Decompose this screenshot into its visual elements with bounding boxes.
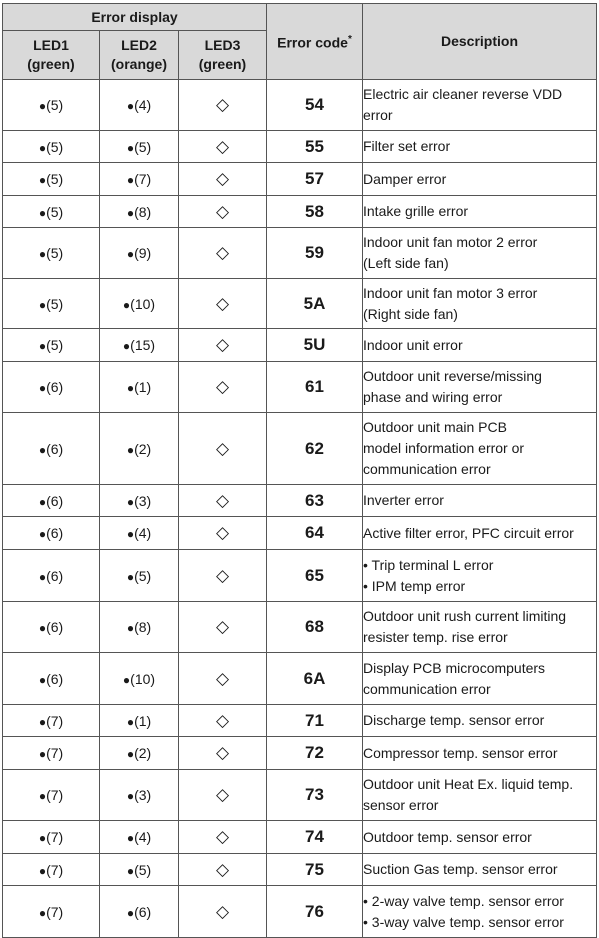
led-lit-dot-icon: ● bbox=[38, 297, 47, 312]
led1-cell bbox=[3, 821, 100, 854]
led1-cell-blink-count: (6) bbox=[46, 567, 64, 584]
table-row bbox=[3, 886, 597, 938]
description-line: Damper error bbox=[363, 170, 447, 187]
table-row bbox=[3, 821, 597, 854]
error-display-header: Error display bbox=[3, 4, 267, 31]
description-cell bbox=[363, 196, 597, 228]
led3-cell bbox=[179, 517, 267, 550]
table-row bbox=[3, 602, 597, 653]
led3-cell bbox=[179, 737, 267, 770]
led-lit-dot-icon: ● bbox=[126, 714, 135, 729]
description-line: communication error bbox=[363, 461, 491, 477]
led2-header bbox=[100, 31, 179, 80]
led2-cell-blink-count: (8) bbox=[134, 619, 152, 635]
table-row bbox=[3, 854, 597, 886]
led-lit-dot-icon: ● bbox=[126, 140, 135, 155]
led2-cell-blink-count: (6) bbox=[134, 903, 152, 920]
led-off-diamond-icon: ◇ bbox=[215, 490, 230, 510]
led1-cell bbox=[3, 653, 100, 705]
led2-cell bbox=[100, 163, 179, 196]
led2-cell-blink-count: (3) bbox=[134, 787, 152, 803]
led-lit-dot-icon: ● bbox=[126, 527, 135, 541]
led-off-diamond-icon: ◇ bbox=[215, 243, 230, 262]
description-cell bbox=[363, 653, 597, 705]
led2-cell-blink-count: (5) bbox=[134, 861, 152, 878]
led-off-diamond-icon: ◇ bbox=[215, 827, 230, 846]
led3-cell bbox=[179, 485, 267, 517]
led3-header-color: (green) bbox=[198, 56, 247, 72]
led1-cell-blink-count: (6) bbox=[46, 492, 64, 509]
led2-cell bbox=[100, 602, 179, 653]
error-code-header-label: Error code bbox=[277, 34, 348, 51]
error-code-cell: 63 bbox=[267, 485, 363, 517]
led2-cell-blink-count: (2) bbox=[134, 440, 152, 457]
table-row bbox=[3, 279, 597, 329]
led1-cell-blink-count: (6) bbox=[46, 525, 64, 541]
led2-cell bbox=[100, 196, 179, 228]
led2-cell-blink-count: (4) bbox=[134, 829, 152, 845]
led1-cell-blink-count: (7) bbox=[46, 787, 64, 803]
description-cell bbox=[363, 821, 597, 854]
led1-cell-blink-count: (5) bbox=[46, 203, 64, 220]
description-line: resister temp. rise error bbox=[363, 629, 508, 645]
description-cell bbox=[363, 329, 597, 362]
table-row bbox=[3, 329, 597, 362]
description-line: Indoor unit error bbox=[363, 336, 463, 353]
led1-cell bbox=[3, 196, 100, 228]
led-off-diamond-icon: ◇ bbox=[215, 523, 230, 542]
error-code-cell: 74 bbox=[267, 821, 363, 854]
led2-cell-blink-count: (7) bbox=[134, 171, 152, 187]
led-lit-dot-icon: ● bbox=[38, 173, 47, 187]
led1-cell bbox=[3, 131, 100, 163]
description-cell bbox=[363, 485, 597, 517]
led2-cell-blink-count: (4) bbox=[134, 97, 152, 113]
led2-cell-blink-count: (1) bbox=[134, 379, 152, 395]
led2-cell bbox=[100, 131, 179, 163]
description-cell bbox=[363, 737, 597, 770]
description-line: • 3-way valve temp. sensor error bbox=[363, 913, 564, 930]
table-row bbox=[3, 196, 597, 228]
description-line: (Left side fan) bbox=[363, 255, 449, 271]
table-row bbox=[3, 362, 597, 413]
description-line: • 2-way valve temp. sensor error bbox=[363, 892, 564, 909]
description-line: Suction Gas temp. sensor error bbox=[363, 861, 558, 877]
led-lit-dot-icon: ● bbox=[38, 905, 47, 920]
led1-cell bbox=[3, 413, 100, 485]
led3-cell bbox=[179, 196, 267, 228]
description-line: error bbox=[363, 107, 393, 123]
error-code-cell: 68 bbox=[267, 602, 363, 653]
led2-cell bbox=[100, 821, 179, 854]
error-code-cell: 58 bbox=[267, 196, 363, 228]
led2-cell bbox=[100, 413, 179, 485]
description-line: sensor error bbox=[363, 797, 439, 813]
led2-cell bbox=[100, 550, 179, 602]
led1-cell bbox=[3, 80, 100, 131]
led2-cell bbox=[100, 329, 179, 362]
led1-cell bbox=[3, 602, 100, 653]
led1-cell bbox=[3, 886, 100, 938]
description-line: model information error or bbox=[363, 440, 525, 456]
led3-cell bbox=[179, 362, 267, 413]
led2-cell bbox=[100, 279, 179, 329]
led1-cell bbox=[3, 550, 100, 602]
led-lit-dot-icon: ● bbox=[126, 569, 135, 584]
led-lit-dot-icon: ● bbox=[38, 494, 47, 509]
led-off-diamond-icon: ◇ bbox=[215, 438, 230, 458]
error-code-cell: 73 bbox=[267, 770, 363, 821]
led-lit-dot-icon: ● bbox=[38, 381, 47, 395]
led-lit-dot-icon: ● bbox=[38, 205, 47, 220]
led2-cell bbox=[100, 705, 179, 737]
error-code-cell: 72 bbox=[267, 737, 363, 770]
led-off-diamond-icon: ◇ bbox=[215, 901, 230, 921]
led3-cell bbox=[179, 80, 267, 131]
description-line: Active filter error, PFC circuit error bbox=[363, 524, 574, 541]
led2-cell bbox=[100, 770, 179, 821]
description-line: communication error bbox=[363, 680, 491, 697]
led-lit-dot-icon: ● bbox=[38, 442, 47, 457]
led-lit-dot-icon: ● bbox=[126, 621, 135, 635]
led2-cell-blink-count: (15) bbox=[130, 337, 156, 353]
description-cell bbox=[363, 362, 597, 413]
led3-cell bbox=[179, 279, 267, 329]
led1-cell bbox=[3, 329, 100, 362]
led-off-diamond-icon: ◇ bbox=[215, 710, 230, 730]
error-code-cell: 71 bbox=[267, 705, 363, 737]
led1-cell bbox=[3, 228, 100, 279]
led-lit-dot-icon: ● bbox=[126, 863, 135, 878]
led1-cell-blink-count: (7) bbox=[46, 861, 64, 878]
led3-cell bbox=[179, 550, 267, 602]
led2-cell-blink-count: (5) bbox=[134, 138, 152, 155]
led1-cell-blink-count: (6) bbox=[46, 619, 64, 635]
led1-cell-blink-count: (6) bbox=[46, 379, 64, 395]
led2-cell-blink-count: (5) bbox=[134, 567, 152, 584]
led-lit-dot-icon: ● bbox=[38, 527, 47, 541]
led-off-diamond-icon: ◇ bbox=[215, 95, 230, 114]
led-lit-dot-icon: ● bbox=[38, 99, 47, 113]
description-line: Electric air cleaner reverse VDD bbox=[363, 86, 563, 102]
led2-header-color: (orange) bbox=[111, 56, 167, 72]
led3-cell bbox=[179, 602, 267, 653]
led1-header bbox=[3, 31, 100, 80]
led2-cell bbox=[100, 485, 179, 517]
led2-cell bbox=[100, 80, 179, 131]
led-lit-dot-icon: ● bbox=[38, 621, 47, 635]
description-line: phase and wiring error bbox=[363, 389, 503, 405]
description-line: Outdoor unit reverse/missing bbox=[363, 368, 542, 384]
led-lit-dot-icon: ● bbox=[38, 789, 47, 803]
led-lit-dot-icon: ● bbox=[126, 381, 135, 395]
led-lit-dot-icon: ● bbox=[126, 99, 135, 113]
table-row bbox=[3, 737, 597, 770]
led3-cell bbox=[179, 854, 267, 886]
led2-cell-blink-count: (4) bbox=[134, 525, 152, 541]
description-cell bbox=[363, 228, 597, 279]
description-line: Outdoor unit rush current limiting bbox=[363, 608, 567, 624]
description-line: Discharge temp. sensor error bbox=[363, 712, 545, 728]
led3-cell bbox=[179, 413, 267, 485]
description-cell bbox=[363, 602, 597, 653]
error-code-cell: 59 bbox=[267, 228, 363, 279]
description-header: Description bbox=[363, 4, 597, 80]
error-code-footnote-mark: * bbox=[347, 34, 352, 46]
led2-cell bbox=[100, 886, 179, 938]
led-off-diamond-icon: ◇ bbox=[215, 668, 230, 688]
led1-cell bbox=[3, 705, 100, 737]
led-lit-dot-icon: ● bbox=[126, 247, 135, 261]
led2-cell bbox=[100, 653, 179, 705]
led1-cell-blink-count: (5) bbox=[46, 97, 64, 113]
error-code-header bbox=[267, 4, 363, 80]
table-row bbox=[3, 653, 597, 705]
led-lit-dot-icon: ● bbox=[38, 569, 47, 584]
led1-cell bbox=[3, 737, 100, 770]
error-code-cell: 54 bbox=[267, 80, 363, 131]
led-lit-dot-icon: ● bbox=[38, 863, 47, 878]
led-lit-dot-icon: ● bbox=[126, 905, 135, 920]
led3-cell bbox=[179, 705, 267, 737]
led1-cell bbox=[3, 770, 100, 821]
led-lit-dot-icon: ● bbox=[38, 247, 47, 261]
led-off-diamond-icon: ◇ bbox=[215, 743, 230, 762]
table-row bbox=[3, 550, 597, 602]
led-off-diamond-icon: ◇ bbox=[215, 169, 230, 188]
led1-cell bbox=[3, 517, 100, 550]
description-cell bbox=[363, 413, 597, 485]
description-cell bbox=[363, 80, 597, 131]
led1-cell-blink-count: (5) bbox=[46, 138, 64, 155]
led1-header-color: (green) bbox=[27, 56, 75, 72]
table-row bbox=[3, 770, 597, 821]
led1-cell bbox=[3, 485, 100, 517]
led-lit-dot-icon: ● bbox=[38, 714, 47, 729]
led1-header-label: LED1 bbox=[33, 37, 69, 53]
led-lit-dot-icon: ● bbox=[38, 140, 47, 155]
table-row bbox=[3, 517, 597, 550]
error-code-table bbox=[2, 3, 597, 938]
led-lit-dot-icon: ● bbox=[126, 831, 135, 845]
description-line: Outdoor temp. sensor error bbox=[363, 828, 532, 845]
led-lit-dot-icon: ● bbox=[126, 173, 135, 187]
led3-cell bbox=[179, 886, 267, 938]
description-cell bbox=[363, 705, 597, 737]
table-row bbox=[3, 163, 597, 196]
error-code-cell: 62 bbox=[267, 413, 363, 485]
led2-cell bbox=[100, 854, 179, 886]
led1-cell-blink-count: (7) bbox=[46, 903, 64, 920]
led2-cell-blink-count: (3) bbox=[134, 492, 152, 509]
description-cell bbox=[363, 886, 597, 938]
led1-cell-blink-count: (5) bbox=[46, 337, 64, 353]
description-line: Intake grille error bbox=[363, 203, 469, 219]
led-off-diamond-icon: ◇ bbox=[215, 293, 230, 313]
led-off-diamond-icon: ◇ bbox=[215, 201, 230, 221]
led1-cell-blink-count: (5) bbox=[46, 171, 64, 187]
description-line: Indoor unit fan motor 3 error bbox=[363, 284, 538, 301]
table-row bbox=[3, 131, 597, 163]
led-off-diamond-icon: ◇ bbox=[215, 335, 230, 354]
description-line: • Trip terminal L error bbox=[363, 556, 494, 573]
led1-cell-blink-count: (6) bbox=[46, 440, 64, 457]
description-line: Outdoor unit Heat Ex. liquid temp. bbox=[363, 776, 574, 792]
led-off-diamond-icon: ◇ bbox=[215, 617, 230, 636]
led-lit-dot-icon: ● bbox=[38, 831, 47, 845]
led3-cell bbox=[179, 131, 267, 163]
led-lit-dot-icon: ● bbox=[126, 442, 135, 457]
led2-header-label: LED2 bbox=[121, 37, 157, 53]
led-lit-dot-icon: ● bbox=[38, 672, 47, 687]
led2-cell bbox=[100, 228, 179, 279]
led-off-diamond-icon: ◇ bbox=[215, 785, 230, 804]
led-off-diamond-icon: ◇ bbox=[215, 377, 230, 396]
description-cell bbox=[363, 550, 597, 602]
error-code-cell: 61 bbox=[267, 362, 363, 413]
led-lit-dot-icon: ● bbox=[126, 494, 135, 509]
table-row bbox=[3, 80, 597, 131]
error-code-cell: 75 bbox=[267, 854, 363, 886]
description-line: • IPM temp error bbox=[363, 577, 466, 594]
led2-cell-blink-count: (9) bbox=[134, 245, 152, 261]
description-line: (Right side fan) bbox=[363, 305, 458, 322]
description-cell bbox=[363, 854, 597, 886]
led1-cell-blink-count: (7) bbox=[46, 745, 64, 761]
description-line: Outdoor unit main PCB bbox=[363, 419, 507, 435]
led-lit-dot-icon: ● bbox=[122, 672, 131, 687]
error-code-cell: 76 bbox=[267, 886, 363, 938]
led-lit-dot-icon: ● bbox=[126, 205, 135, 220]
error-code-cell: 5U bbox=[267, 329, 363, 362]
led-lit-dot-icon: ● bbox=[126, 789, 135, 803]
led3-header-label: LED3 bbox=[204, 37, 241, 53]
description-cell bbox=[363, 517, 597, 550]
led3-cell bbox=[179, 770, 267, 821]
error-code-cell: 6A bbox=[267, 653, 363, 705]
led-off-diamond-icon: ◇ bbox=[215, 136, 230, 156]
table-row bbox=[3, 228, 597, 279]
description-line: Display PCB microcomputers bbox=[363, 659, 546, 676]
description-cell bbox=[363, 279, 597, 329]
led-lit-dot-icon: ● bbox=[38, 339, 47, 353]
error-code-cell: 64 bbox=[267, 517, 363, 550]
error-rows bbox=[3, 80, 597, 938]
error-code-cell: 65 bbox=[267, 550, 363, 602]
led1-cell-blink-count: (7) bbox=[46, 712, 64, 729]
led-lit-dot-icon: ● bbox=[122, 297, 131, 312]
table-row bbox=[3, 485, 597, 517]
error-code-cell: 55 bbox=[267, 131, 363, 163]
led1-cell bbox=[3, 279, 100, 329]
error-code-cell: 5A bbox=[267, 279, 363, 329]
description-line: Indoor unit fan motor 2 error bbox=[363, 234, 538, 250]
led2-cell bbox=[100, 737, 179, 770]
led1-cell bbox=[3, 854, 100, 886]
description-cell bbox=[363, 131, 597, 163]
description-cell bbox=[363, 163, 597, 196]
led2-cell bbox=[100, 517, 179, 550]
description-line: Compressor temp. sensor error bbox=[363, 744, 558, 761]
led2-cell-blink-count: (2) bbox=[134, 745, 152, 761]
led-lit-dot-icon: ● bbox=[126, 747, 135, 761]
led1-cell bbox=[3, 163, 100, 196]
led-off-diamond-icon: ◇ bbox=[215, 859, 230, 879]
led3-cell bbox=[179, 228, 267, 279]
led2-cell-blink-count: (1) bbox=[134, 712, 152, 729]
led1-cell-blink-count: (7) bbox=[46, 829, 64, 845]
led3-cell bbox=[179, 821, 267, 854]
led2-cell-blink-count: (10) bbox=[130, 670, 156, 687]
led2-cell bbox=[100, 362, 179, 413]
description-line: Inverter error bbox=[363, 492, 444, 508]
led3-cell bbox=[179, 653, 267, 705]
led1-cell bbox=[3, 362, 100, 413]
table-row bbox=[3, 705, 597, 737]
description-cell bbox=[363, 770, 597, 821]
led-lit-dot-icon: ● bbox=[122, 339, 131, 353]
led-off-diamond-icon: ◇ bbox=[215, 565, 230, 585]
led1-cell-blink-count: (5) bbox=[46, 245, 64, 261]
error-code-cell: 57 bbox=[267, 163, 363, 196]
led-lit-dot-icon: ● bbox=[38, 747, 47, 761]
led2-cell-blink-count: (10) bbox=[130, 295, 156, 312]
led1-cell-blink-count: (6) bbox=[46, 670, 64, 687]
led3-header bbox=[179, 31, 267, 80]
description-line: Filter set error bbox=[363, 138, 451, 154]
led1-cell-blink-count: (5) bbox=[46, 295, 64, 312]
led3-cell bbox=[179, 163, 267, 196]
led3-cell bbox=[179, 329, 267, 362]
table-row bbox=[3, 413, 597, 485]
led2-cell-blink-count: (8) bbox=[134, 203, 152, 220]
